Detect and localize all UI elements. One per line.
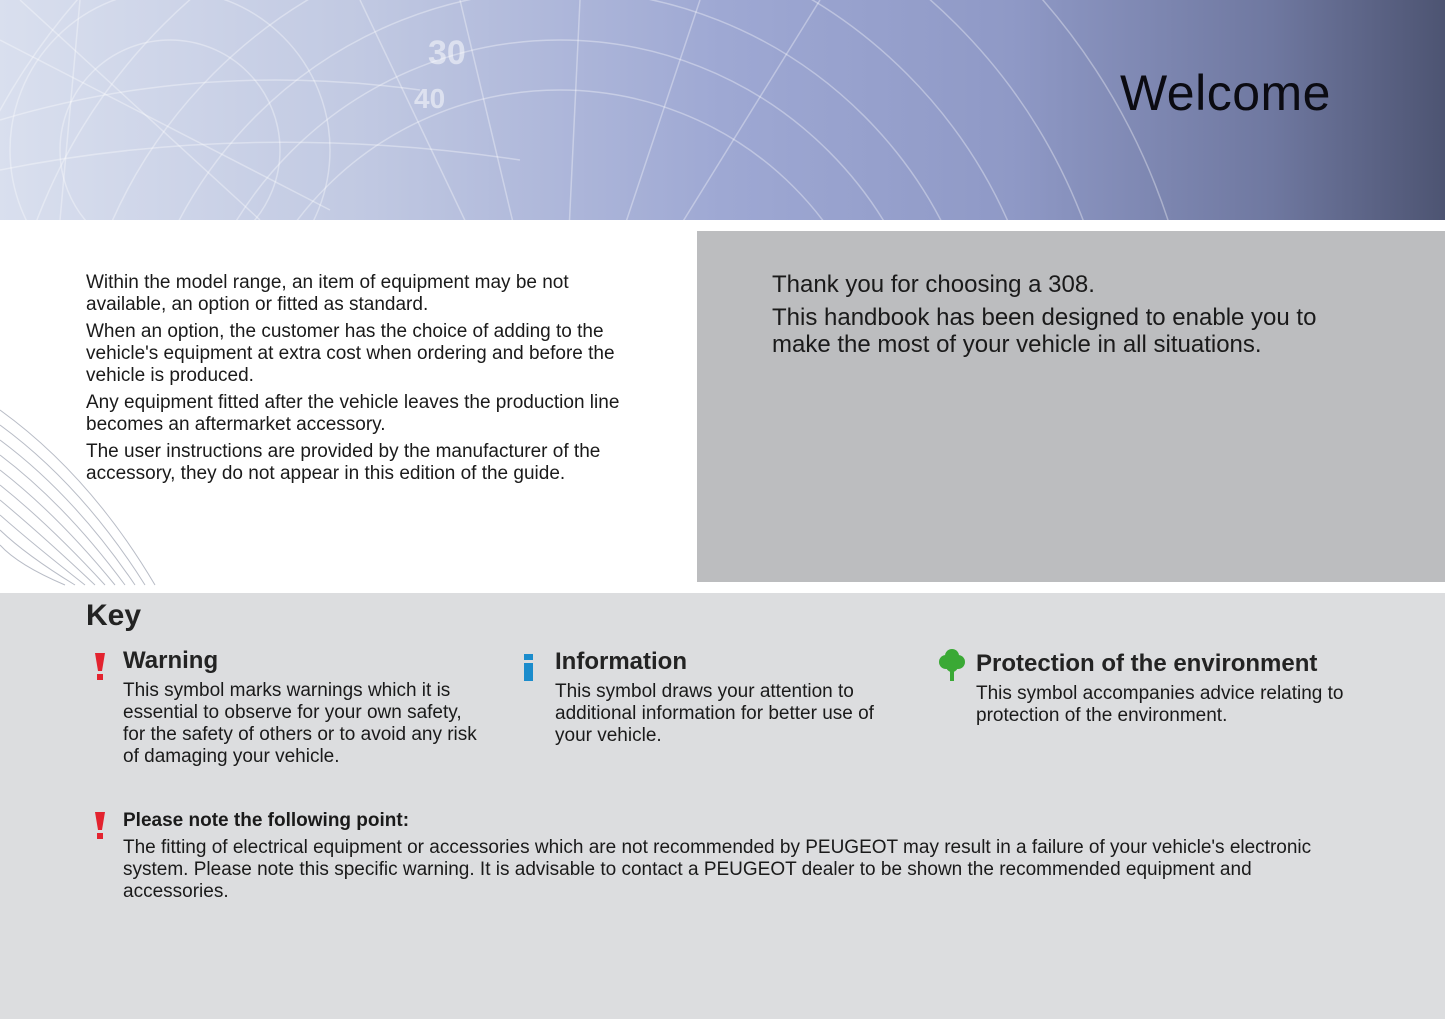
warning-heading: Warning	[123, 647, 219, 674]
thank-you-text	[772, 271, 1372, 364]
key-title: Key	[86, 599, 142, 632]
key-panel	[0, 593, 1445, 1019]
exclamation-icon	[92, 651, 108, 681]
note-text: The fitting of electrical equipment or accessories which are not recommended by PEUGEOT may result in a failure of your vehicle's electronic system. Please note this specific warning. It is advisable to contact a PEUGEOT dealer to be shown the recommended equipment and accessories.	[123, 837, 1312, 902]
environment-description: This symbol accompanies advice relating to protection of the environment.	[976, 683, 1344, 726]
warning-description: This symbol marks warnings which it is essential to observe for your own safety, for the safety of others or to avoid any risk of damaging your vehicle.	[123, 680, 477, 767]
thank-you-line: Thank you for choosing a 308.	[772, 271, 1095, 298]
exclamation-icon	[92, 810, 108, 840]
intro-text	[86, 272, 646, 490]
dial-number-30: 30	[428, 34, 466, 72]
info-icon	[522, 651, 536, 683]
dial-number-40: 40	[414, 83, 446, 114]
thank-you-box	[697, 231, 1445, 582]
intro-paragraph: When an option, the customer has the choice of adding to the vehicle's equipment at extra cost when ordering and before the vehicle is produced.	[86, 321, 615, 386]
page-title: Welcome	[1120, 65, 1331, 121]
note-heading: Please note the following point:	[123, 810, 410, 831]
header-banner	[0, 0, 1445, 220]
handbook-purpose-line: This handbook has been designed to enable you to make the most of your vehicle in all situations.	[772, 304, 1317, 358]
intro-paragraph: Any equipment fitted after the vehicle leaves the production line becomes an aftermarket accessory.	[86, 392, 620, 435]
information-heading: Information	[555, 648, 687, 675]
tree-icon	[937, 649, 967, 683]
information-description: This symbol draws your attention to additional information for better use of your vehicle.	[555, 681, 874, 746]
environment-heading: Protection of the environment	[976, 650, 1318, 677]
intro-paragraph: The user instructions are provided by the manufacturer of the accessory, they do not appear in this edition of the guide.	[86, 441, 601, 484]
intro-paragraph: Within the model range, an item of equipment may be not available, an option or fitted as standard.	[86, 272, 569, 315]
